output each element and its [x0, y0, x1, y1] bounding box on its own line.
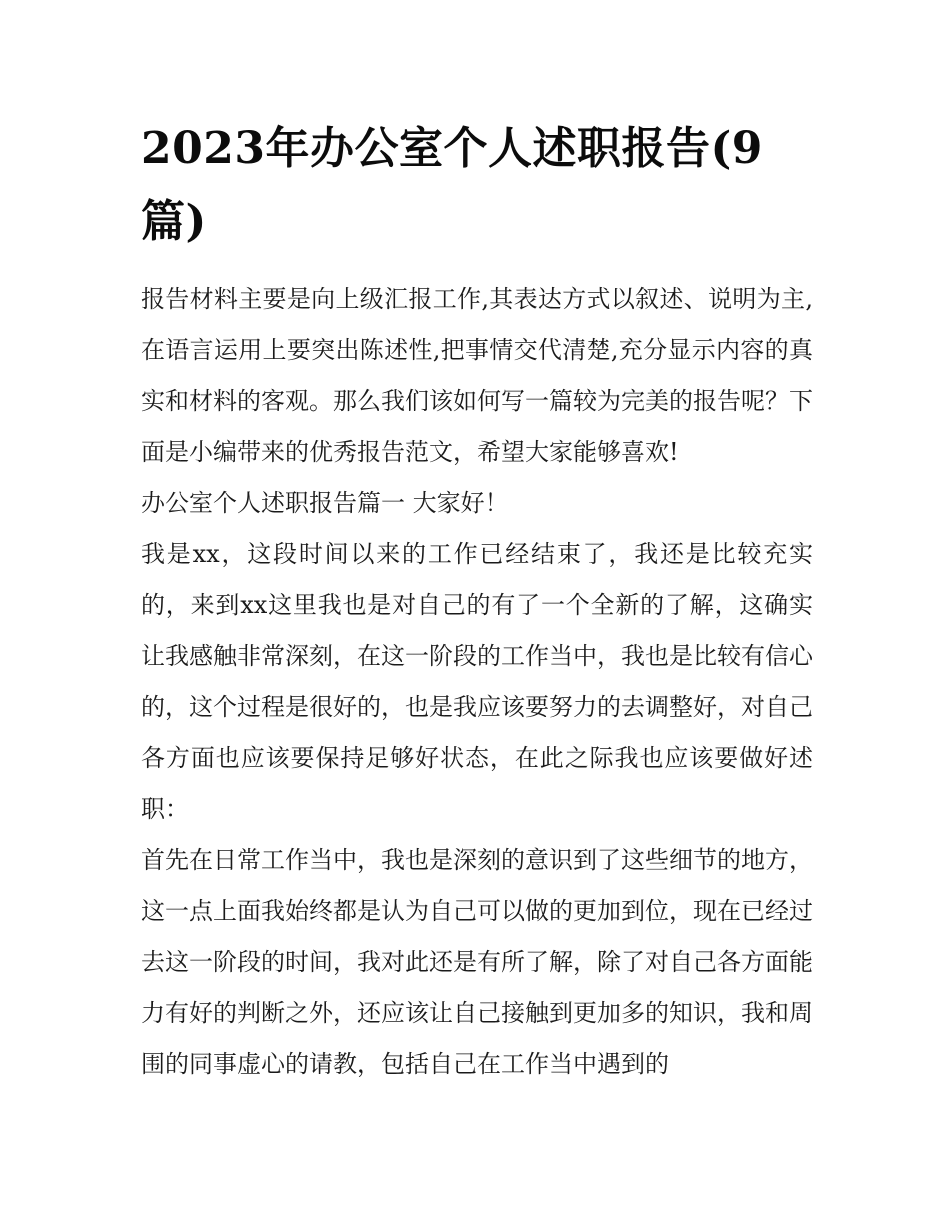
- body-paragraph: 首先在日常工作当中，我也是深刻的意识到了这些细节的地方，这一点上面我始终都是认为自己可以做的更加到位，现在已经过去这一阶段的时间，我对此还是有所了解，除了对自己各方面能力有好的判断之外，还应该让自己接触到更加多的知识，我和周围的同事虚心的请教，包括自己在工作当中遇到的: [141, 846, 813, 1078]
- document-title: 2023年办公室个人述职报告(9篇): [141, 123, 763, 247]
- section-heading-paragraph: 办公室个人述职报告篇一 大家好！: [141, 489, 509, 517]
- document-body: [141, 112, 813, 1090]
- intro-paragraph: 报告材料主要是向上级汇报工作,其表达方式以叙述、说明为主,在语言运用上要突出陈述性,把事情交代清楚,充分显示内容的真实和材料的客观。那么我们该如何写一篇较为完美的报告呢？下面是小编带来的优秀报告范文，希望大家能够喜欢!: [141, 285, 813, 466]
- body-paragraph: 我是xx，这段时间以来的工作已经结束了，我还是比较充实的，来到xx这里我也是对自己的有了一个全新的了解，这确实让我感触非常深刻，在这一阶段的工作当中，我也是比较有信心的，这个过程是很好的，也是我应该要努力的去调整好，对自己各方面也应该要保持足够好状态，在此之际我也应该要做好述职：: [141, 540, 813, 823]
